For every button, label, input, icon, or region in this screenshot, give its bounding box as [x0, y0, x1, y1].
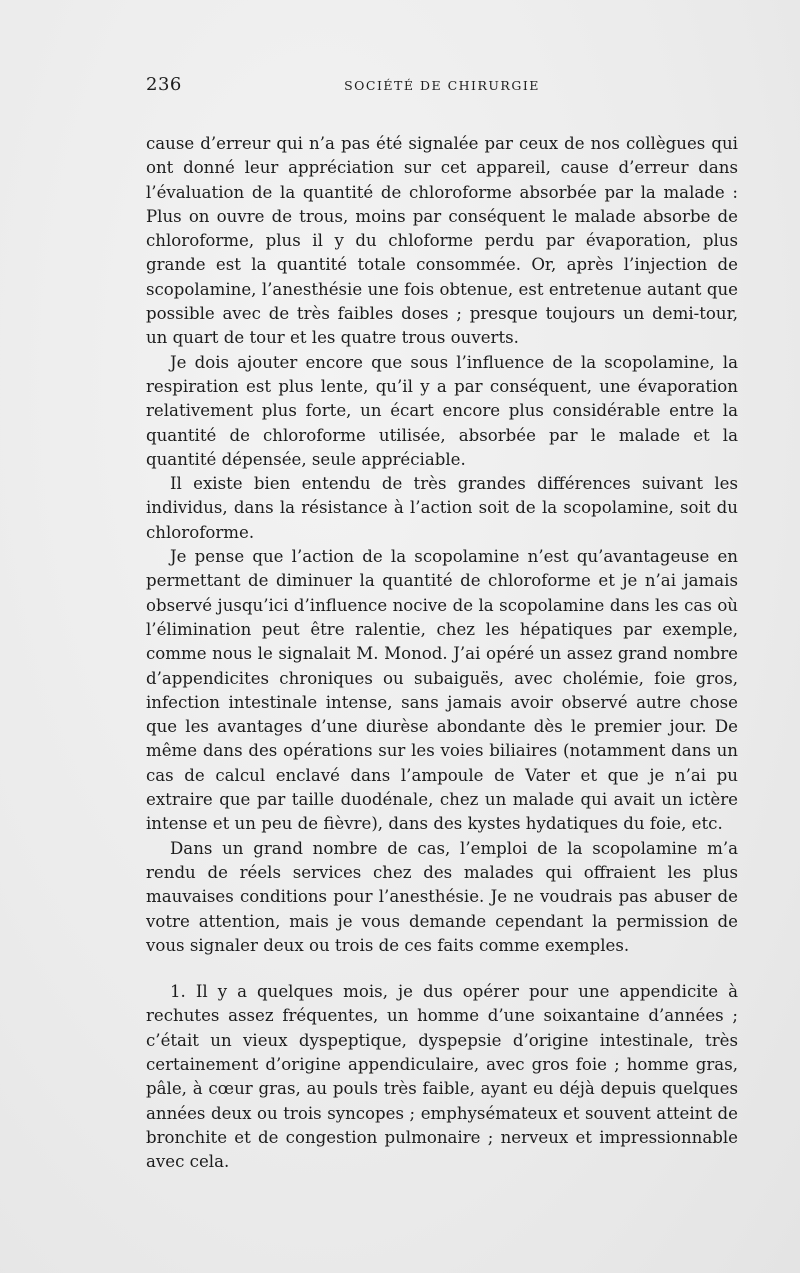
paragraph-continuation: cause d’erreur qui n’a pas été signalée par ceux de nos collègues qui ont donné leur appréciation sur cet appareil, cause d’erreur dans l’évaluation de la quantité de chloroforme absorbée par la malade : Plus on ouvre de trous, moins par conséquent le malade absorbe de chloroforme, plus il y du chloforme perdu par évaporation, plus grande est la quantité totale consommée. Or, après l’injection de scopolamine, l’anesthésie une fois obtenue, est entretenue autant que possible avec de très faibles doses ; presque toujours un demi-tour, un quart de tour et les quatre trous ouverts.	[146, 134, 738, 348]
paragraph-hepatics: Je pense que l’action de la scopolamine n’est qu’avantageuse en permettant de diminuer la quantité de chloroforme et je n’ai jamais observé jusqu’ici d’influence nocive de la scopolamine dans les cas où l’élimination peut être ralentie, chez les hépatiques par exemple, comme nous le signalait M. Monod. J’ai opéré un assez grand nombre d’appendicites chroniques ou subaiguës, avec cholémie, foie gros, infection intestinale intense, sans jamais avoir observé autre chose que les avantages d’une diurèse abondante dès le premier jour. De même dans des opérations sur les voies biliaires (notamment dans un cas de calcul enclavé dans l’ampoule de Vater et que je n’ai pu extraire que par taille duodénale, chez un malade qui avait un ictère intense et un peu de fièvre), dans des kystes hydatiques du foie, etc.	[146, 547, 738, 834]
paragraph-respiration: Je dois ajouter encore que sous l’influence de la scopolamine, la respiration est plus lente, qu’il y a par conséquent, une évaporation relativement plus forte, un écart encore plus considérable entre la quantité de chloroforme utilisée, absorbée par le malade et la quantité dépensée, seule appréciable.	[146, 352, 738, 469]
book-page	[146, 74, 738, 1172]
body-text	[146, 132, 738, 1174]
paragraph-case-1: 1. Il y a quelques mois, je dus opérer pour une appendicite à rechutes assez fréquentes, un homme d’une soixantaine d’années ; c’était un vieux dyspeptique, dyspepsie d’origine intestinale, très certainement d’origine appendiculaire, avec gros foie ; homme gras, pâle, à cœur gras, au pouls très faible, ayant eu déjà depuis quelques années deux ou trois syncopes ; emphysémateux et souvent atteint de bronchite et de congestion pulmonaire ; nerveux et impressionnable avec cela.	[146, 982, 738, 1172]
page-number: 236	[146, 74, 182, 95]
paragraph-differences: Il existe bien entendu de très grandes différences suivant les individus, dans la résistance à l’action soit de la scopolamine, soit du chloroforme.	[146, 474, 738, 542]
running-head	[146, 74, 738, 102]
running-title: SOCIÉTÉ DE CHIRURGIE	[344, 78, 540, 93]
paragraph-services: Dans un grand nombre de cas, l’emploi de la scopolamine m’a rendu de réels services chez des malades qui offraient les plus mauvaises conditions pour l’anesthésie. Je ne voudrais pas abuser de votre attention, mais je vous demande cependant la permission de vous signaler deux ou trois de ces faits comme exemples.	[146, 838, 738, 955]
section-gap	[146, 958, 738, 980]
